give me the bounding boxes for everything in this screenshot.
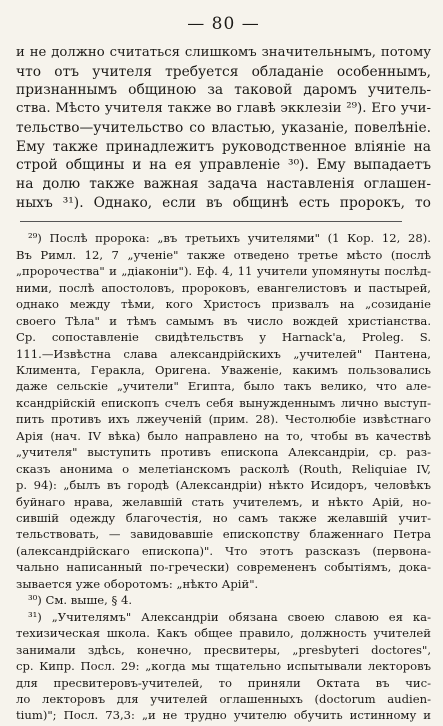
text-line: что отъ учителя требуется обладаніе особеннымъ, [16,63,431,80]
text-line: тельство—учительство со властью, указаніе, повелѣніе. [16,119,431,136]
footnote-line: Климента, Геракла, Оригена. Уваженіе, какимъ пользовались [16,362,431,377]
footnote-line: Ср. сопоставленіе свидѣтельствъ у Harnack'а, Proleg. S. [16,330,431,345]
footnote-line: зывается уже оборотомъ: „нѣкто Арій". [16,576,259,591]
footnote-line: занимали здѣсь, конечно, пресвитеры, „presbyteri doctores", [16,642,431,657]
footnote-line: для пресвитеровъ-учителей, то приняли Октата въ чис- [16,675,431,690]
footnotes [16,230,431,724]
footnote-line: чально написанный по-гречески) современенъ событіямъ, дока- [16,560,431,575]
text-line: признаннымъ общиною за таковой даромъ учитель- [16,82,431,99]
footnote-line: ксандрійскій епископъ счелъ себя вынужденнымъ лично выступ- [16,395,431,410]
footnote-line: ³¹) „Учителямъ" Александріи обязана своею славою ея ка- [28,609,431,624]
footnote-line: даже сельскіе „учители" Египта, было такъ велико, что але- [16,379,431,394]
text-line: ныхъ ³¹). Однако, если въ общинѣ есть пророкъ, то [16,194,431,211]
footnote-line: Арія (нач. IV вѣка) было направлено на то, чтобы въ качествѣ [16,428,431,443]
footnote-line: „пророчества" и „діаконіи"). Еф. 4, 11 учители упомянуты послѣд- [16,264,431,279]
footnote-line: пить противъ ихъ лжеученій (прим. 28). Честолюбіе извѣстнаго [16,412,431,427]
footnote-line: „учителя" выступить противъ епископа Александріи, ср. раз- [16,445,431,460]
footnote-line: сказъ анонима о мелетіанскомъ расколѣ (Routh, Reliquiae IV, [16,461,431,476]
footnote-line: сившій одежду благочестія, но самъ также желавшій учит- [16,511,431,526]
footnote-line: ср. Кипр. Посл. 29: „когда мы тщательно испытывали лекторовъ [16,659,431,674]
footnote-line: техизическая школа. Какъ общее правило, должность учителей [16,626,431,641]
footnote-line: tium)"; Посл. 73,3: „и не трудно учителю обучить истинному и [16,708,431,723]
footnote-line: ними, послѣ апостоловъ, пророковъ, евангелистовъ и пастырей, [16,280,431,295]
main-text [16,44,431,212]
text-line: ства. Мѣсто учителя также во главѣ экклезіи ²⁹). Его учи- [16,101,431,117]
text-line: на долю также важная задача наставленія оглашен- [16,175,431,192]
text-line: и не должно считаться слишкомъ значительнымъ, потому [16,45,431,60]
footnote-line: 111.—Извѣстна слава александрійскихъ „учителей" Пантена, [16,346,431,361]
footnote-line: Въ Римл. 12, 7 „ученіе" также отведено третье мѣсто (послѣ [16,247,431,262]
footnote-line: ³⁰) См. выше, § 4. [28,593,133,608]
footnote-rule [20,221,402,222]
footnote-line: ло лекторовъ для учителей оглашенныхъ (doctorum audien- [16,692,431,707]
page-number: — 80 — [187,14,260,34]
text-line: строй общины и на ея управленіе ³⁰). Ему выпадаетъ [16,157,431,174]
footnote-line: ²⁹) Послѣ пророка: „въ третьихъ учителями" (1 Кор. 12, 28). [28,231,431,246]
footnote-line: буйнаго нрава, желавшій стать учителемъ, и нѣкто Арій, но- [16,494,431,509]
footnote-line: тельствовать, — завидовавшіе епископству блаженнаго Петра [16,527,431,542]
footnote-line: (александрійскаго епископа)". Что этотъ разсказъ (первона- [16,543,431,558]
footnote-line: однако между тѣми, кого Христосъ призвалъ на „созиданіе [16,297,431,312]
footnote-line: своего Тѣла" и тѣмъ самымъ въ число вождей христіанства. [16,313,431,328]
text-line: Ему также принадлежитъ руководственное вліяніе на [16,138,431,155]
footnote-line: p. 94): „былъ въ городѣ (Александріи) нѣкто Исидоръ, человѣкъ [16,478,431,493]
